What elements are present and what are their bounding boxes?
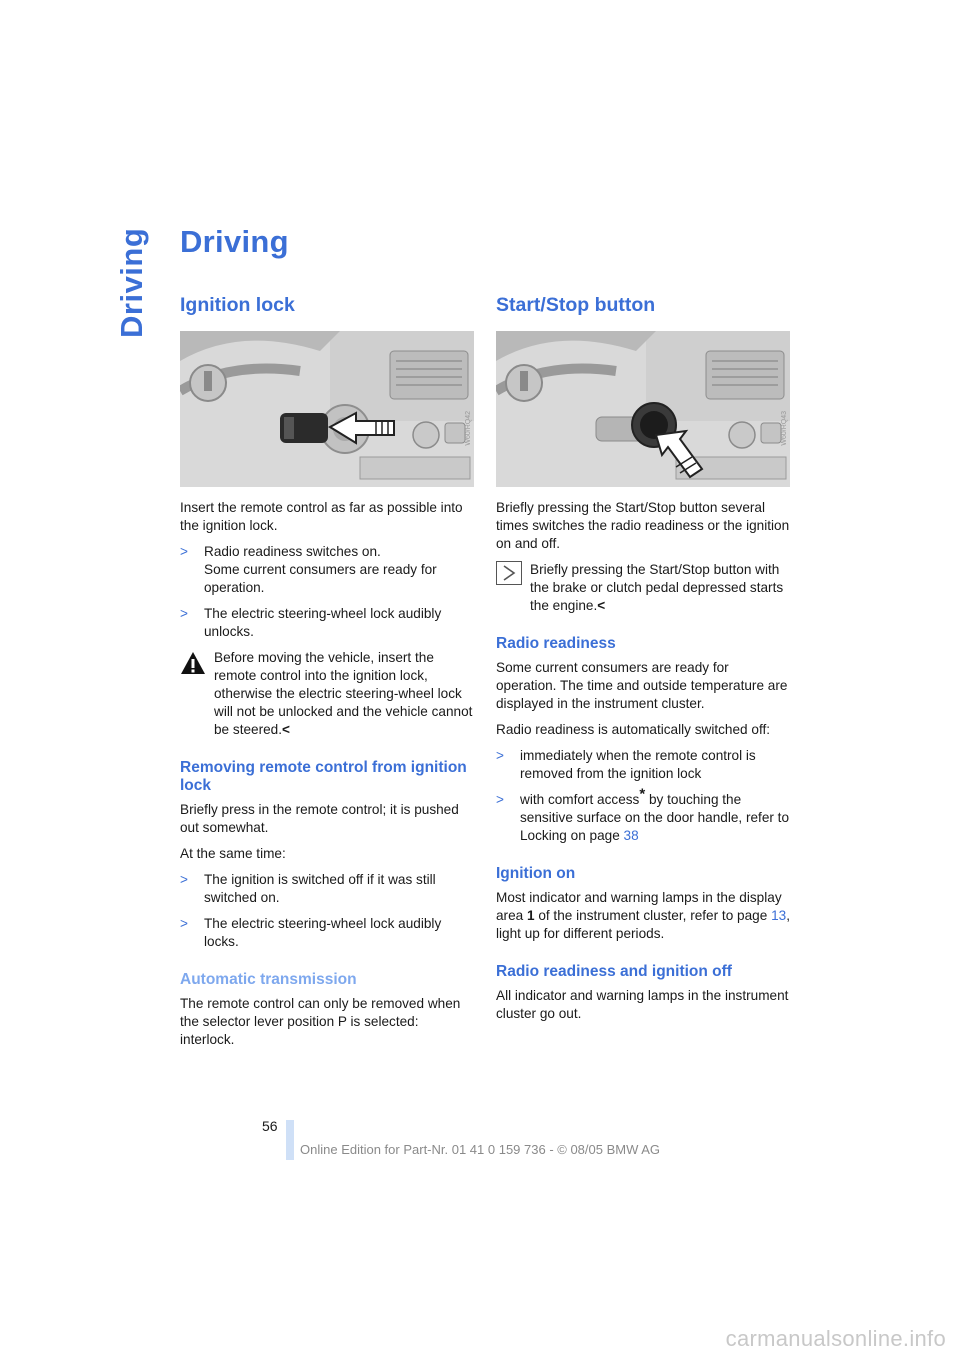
list-item	[180, 871, 474, 907]
figure-code: W60/RQ42	[465, 411, 472, 446]
warning-triangle-icon	[180, 651, 206, 675]
page-link-13[interactable]: 13	[771, 908, 787, 923]
warning-body: Before moving the vehicle, insert the remote control into the ignition lock, otherwise the electric steering-wheel lock will not be unlocked and the vehicle cannot be steered.	[214, 650, 473, 737]
info-note	[496, 561, 790, 615]
text-part: , light up for different periods.	[496, 908, 790, 941]
page-link-38[interactable]: 38	[623, 828, 639, 843]
bullet-text-part: with comfort access	[520, 792, 640, 807]
bullet-text	[520, 785, 790, 845]
ignition-on-text	[496, 889, 790, 943]
ignition-lock-heading: Ignition lock	[180, 294, 295, 316]
warning-text	[180, 649, 474, 739]
ignition-off-text: All indicator and warning lamps in the instrument cluster go out.	[496, 988, 789, 1021]
list-item	[496, 785, 790, 845]
ignition-lock-illustration	[180, 331, 474, 487]
note-text	[496, 561, 790, 615]
ignition-intro: Insert the remote control as far as possible into the ignition lock.	[180, 500, 463, 533]
end-mark: <	[597, 598, 606, 613]
text-part: Most indicator and warning lamps in the display area	[496, 890, 782, 923]
start-stop-figure	[496, 331, 790, 487]
page-number: 56	[262, 1118, 278, 1134]
start-stop-illustration	[496, 331, 790, 487]
footer-text: Online Edition for Part-Nr. 01 41 0 159 736 - © 08/05 BMW AG	[300, 1142, 661, 1157]
note-body: Briefly pressing the Start/Stop button with the brake or clutch pedal depressed starts the engine.	[530, 562, 784, 613]
automatic-transmission-text: The remote control can only be removed when the selector lever position P is selected: interlock.	[180, 996, 461, 1047]
display-area-number: 1	[526, 908, 535, 923]
bullet-marker: >	[180, 606, 188, 621]
bullet-text-part: by touching the sensitive surface on the door handle, refer to Locking on page	[520, 792, 790, 843]
text-part: of the instrument cluster, refer to page	[534, 908, 772, 923]
left-column	[180, 294, 474, 1057]
ignition-lock-figure	[180, 331, 474, 487]
bullet-marker: >	[496, 748, 504, 763]
start-stop-intro: Briefly pressing the Start/Stop button several times switches the radio readiness or the ignition on and off.	[496, 500, 790, 551]
bullet-text: immediately when the remote control is removed from the ignition lock	[520, 748, 756, 781]
right-column	[496, 294, 790, 1031]
figure-code: W60/RQ43	[781, 411, 788, 446]
footer-bar	[286, 1120, 294, 1160]
bullet-marker: >	[496, 792, 504, 807]
note-play-icon	[496, 561, 522, 585]
ignition-on-heading: Ignition on	[496, 865, 576, 882]
list-item	[180, 543, 474, 597]
removing-heading: Removing remote control from ignition lock	[180, 759, 467, 794]
list-item	[496, 747, 790, 783]
list-item	[180, 915, 474, 951]
bullet-marker: >	[180, 916, 188, 931]
radio-readiness-heading: Radio readiness	[496, 635, 616, 652]
radio-readiness-text: Some current consumers are ready for operation. The time and outside temperature are displayed in the instrument cluster.	[496, 660, 788, 711]
bullet-text: The electric steering-wheel lock audibly unlocks.	[204, 606, 442, 639]
warning-note	[180, 649, 474, 739]
removing-text: Briefly press in the remote control; it is pushed out somewhat.	[180, 802, 459, 835]
bullet-marker: >	[180, 872, 188, 887]
bullet-text: The electric steering-wheel lock audibly locks.	[204, 916, 442, 949]
bullet-text: The ignition is switched off if it was still switched on.	[204, 872, 436, 905]
bullet-marker: >	[180, 544, 188, 559]
radio-readiness-off-text: Radio readiness is automatically switched off:	[496, 722, 771, 737]
bullet-text: Radio readiness switches on. Some current consumers are ready for operation.	[204, 544, 437, 595]
start-stop-heading: Start/Stop button	[496, 294, 656, 316]
watermark: carmanualsonline.info	[725, 1326, 946, 1351]
list-item	[180, 605, 474, 641]
page-title: Driving	[180, 224, 289, 259]
optional-equipment-star: *	[639, 785, 646, 803]
side-chapter-tab: Driving	[114, 227, 149, 338]
automatic-transmission-heading: Automatic transmission	[180, 971, 357, 988]
removing-same-time: At the same time:	[180, 846, 286, 861]
end-mark: <	[282, 722, 290, 737]
ignition-off-heading: Radio readiness and ignition off	[496, 963, 732, 980]
